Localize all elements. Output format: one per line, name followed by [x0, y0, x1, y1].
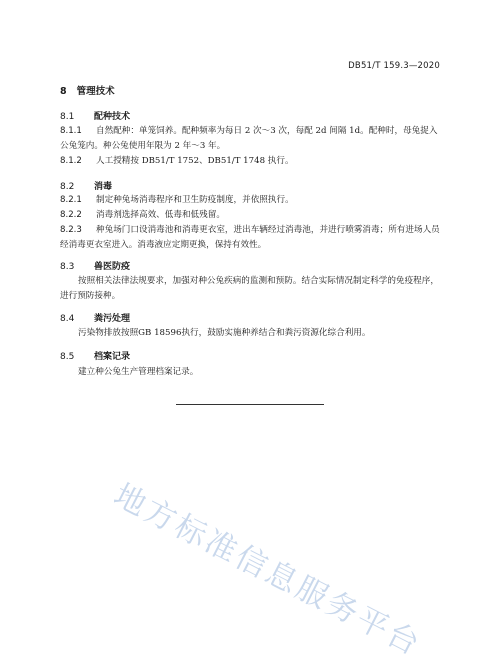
- clause-number: 8.1.1: [60, 126, 82, 136]
- subsection-number: 8.5: [60, 352, 75, 362]
- subsection-heading-8-2: [60, 179, 112, 192]
- subsection-heading-8-1: [60, 109, 130, 122]
- clause-text: 自然配种：单笼饲养。配种频率为每日 2 次～3 次，每配 2d 间隔 1d。配种时，母兔捉入公兔笼内。种公兔使用年限为 2 年～3 年。: [60, 126, 438, 151]
- clause-8-1-1: [60, 124, 445, 154]
- clause-8-2-2: [60, 208, 445, 223]
- section-number: 8: [60, 86, 67, 97]
- clause-8-2-1: [60, 193, 445, 208]
- watermark: 地方标准信息服务平台: [108, 477, 428, 664]
- subsection-title: 消毒: [94, 182, 113, 192]
- clause-8-2-3: [60, 223, 445, 253]
- subsection-heading-8-4: [60, 311, 130, 324]
- clause-8-1-2: [60, 154, 445, 169]
- subsection-title: 兽医防疫: [94, 262, 131, 272]
- clause-number: 8.2.2: [60, 210, 82, 220]
- subsection-number: 8.2: [60, 182, 75, 192]
- clause-text: 制定种兔场消毒程序和卫生防疫制度，并依照执行。: [96, 195, 294, 205]
- section-title: 管理技术: [76, 86, 115, 97]
- section-heading-8: [60, 83, 115, 97]
- standard-code: DB51/T 159.3—2020: [348, 61, 440, 71]
- paragraph-8-3: 按照相关法律法规要求，加强对种公兔疾病的监测和预防。结合实际情况制定科学的免疫程序，进行预防接种。: [60, 276, 439, 301]
- subsection-heading-8-3: [60, 259, 130, 272]
- clause-text: 人工授精按 DB51/T 1752、DB51/T 1748 执行。: [96, 156, 294, 166]
- clause-number: 8.1.2: [60, 156, 82, 166]
- paragraph-8-5: 建立种公兔生产管理档案记录。: [78, 367, 199, 377]
- subsection-heading-8-5: [60, 349, 130, 362]
- clause-text: 种兔场门口设消毒池和消毒更衣室，进出车辆经过消毒池，并进行喷雾消毒；所有进场人员经消毒更衣室进入。消毒液应定期更换，保持有效性。: [60, 225, 440, 250]
- subsection-number: 8.4: [60, 314, 75, 324]
- subsection-title: 档案记录: [94, 352, 131, 362]
- clause-text: 消毒剂选择高效、低毒和低残留。: [96, 210, 225, 220]
- subsection-title: 配种技术: [94, 112, 131, 122]
- clause-number: 8.2.3: [60, 225, 82, 235]
- paragraph-8-4: 污染物排放按照GB 18596执行，鼓励实施种养结合和粪污资源化综合利用。: [78, 328, 371, 338]
- end-rule: [176, 404, 324, 405]
- clause-number: 8.2.1: [60, 195, 82, 205]
- subsection-number: 8.3: [60, 262, 75, 272]
- subsection-title: 粪污处理: [94, 314, 131, 324]
- subsection-number: 8.1: [60, 112, 75, 122]
